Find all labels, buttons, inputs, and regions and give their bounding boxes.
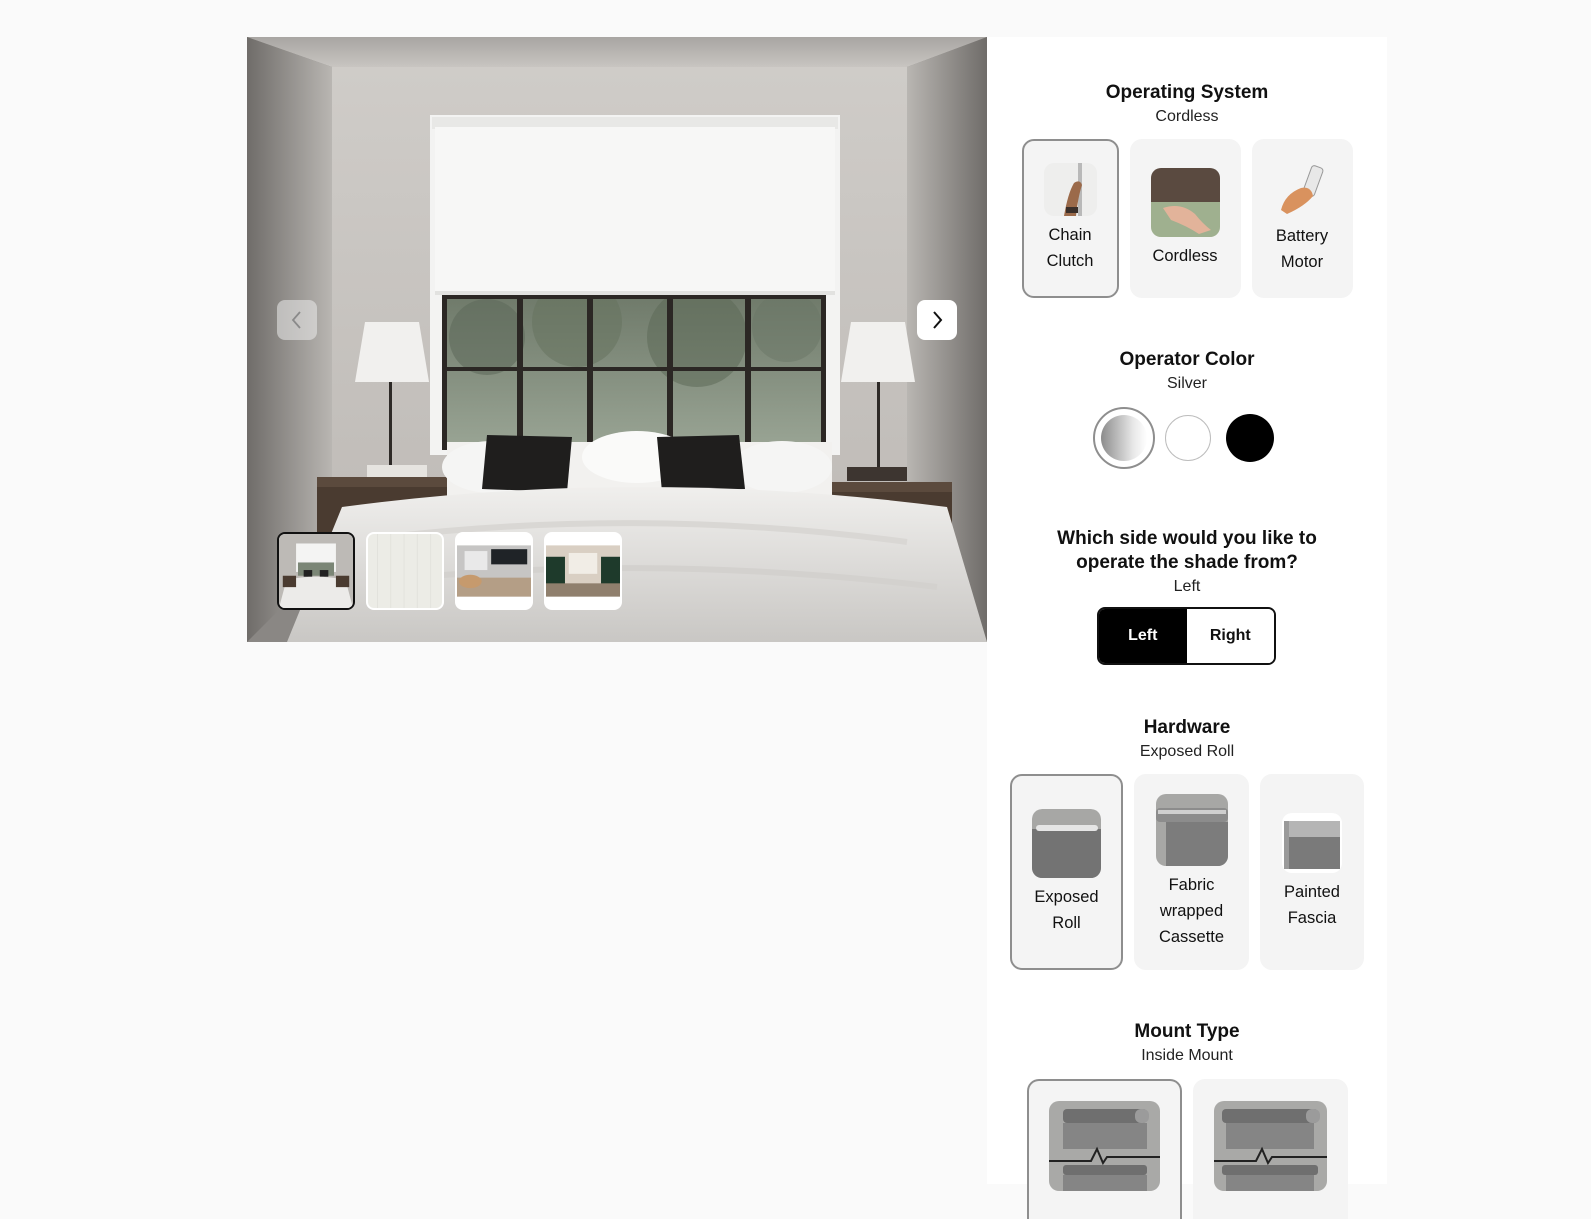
chevron-right-icon bbox=[929, 310, 945, 330]
option-fabric-wrapped-cassette[interactable] bbox=[1134, 774, 1249, 970]
operator-color-value: Silver bbox=[1166, 375, 1207, 392]
mount-type-header bbox=[987, 1020, 1387, 1067]
option-exposed-roll-line1: Exposed bbox=[1034, 887, 1099, 906]
option-battery-motor-line1: Battery bbox=[1275, 227, 1329, 245]
option-chain-clutch-line1: Chain bbox=[1048, 226, 1092, 244]
thumbnail-fabric[interactable] bbox=[366, 532, 444, 610]
option-painted-fascia[interactable] bbox=[1260, 774, 1364, 970]
operating-side-header bbox=[987, 527, 1387, 598]
option-chain-clutch[interactable] bbox=[1022, 139, 1119, 298]
operating-system-value: Cordless bbox=[1155, 108, 1219, 125]
option-painted-fascia-line2: Fascia bbox=[1287, 909, 1337, 927]
bedroom-thumbnail-image bbox=[279, 534, 353, 608]
option-outside-mount[interactable] bbox=[1193, 1079, 1348, 1219]
operator-color-swatches bbox=[987, 407, 1387, 469]
chevron-left-icon bbox=[289, 310, 305, 330]
previous-image-button[interactable] bbox=[277, 300, 317, 340]
inside-mount-icon bbox=[1049, 1101, 1160, 1191]
side-left-button[interactable]: Left bbox=[1099, 609, 1187, 663]
option-fabric-line2: wrapped bbox=[1159, 902, 1224, 920]
remote-control-icon bbox=[1275, 162, 1330, 217]
thumbnail-bedroom[interactable] bbox=[277, 532, 355, 610]
black-swatch-fill bbox=[1226, 414, 1274, 462]
green-room-thumbnail-image bbox=[546, 534, 620, 608]
mount-type-value: Inside Mount bbox=[1141, 1047, 1233, 1064]
living-room-thumbnail-image bbox=[457, 534, 531, 608]
option-fabric-line1: Fabric bbox=[1168, 876, 1215, 894]
swatch-silver[interactable] bbox=[1093, 407, 1155, 469]
operating-side-value: Left bbox=[1173, 578, 1201, 595]
operating-system-options bbox=[987, 139, 1387, 298]
thumbnail-strip bbox=[277, 532, 622, 610]
chain-clutch-icon bbox=[1044, 163, 1097, 216]
option-chain-clutch-line2: Clutch bbox=[1046, 252, 1094, 270]
operator-color-header bbox=[987, 348, 1387, 395]
operator-color-title: Operator Color bbox=[1119, 349, 1255, 370]
swatch-white[interactable] bbox=[1157, 407, 1219, 469]
mount-type-title: Mount Type bbox=[1134, 1021, 1240, 1042]
option-battery-motor[interactable] bbox=[1252, 139, 1353, 298]
option-painted-fascia-line1: Painted bbox=[1284, 883, 1340, 901]
product-gallery bbox=[247, 37, 987, 642]
painted-fascia-icon bbox=[1282, 813, 1342, 873]
hardware-header bbox=[987, 716, 1387, 763]
operating-system-header bbox=[987, 81, 1387, 128]
fabric-thumbnail-image bbox=[368, 534, 442, 608]
option-exposed-roll-line2: Roll bbox=[1052, 913, 1081, 932]
operating-system-title: Operating System bbox=[1105, 82, 1269, 103]
option-inside-mount[interactable] bbox=[1027, 1079, 1182, 1219]
option-fabric-line3: Cassette bbox=[1158, 928, 1225, 946]
option-cordless[interactable] bbox=[1130, 139, 1241, 298]
operating-side-title-line2: operate the shade from? bbox=[1076, 552, 1298, 573]
thumbnail-green-room[interactable] bbox=[544, 532, 622, 610]
silver-swatch-fill bbox=[1101, 415, 1147, 461]
hardware-value: Exposed Roll bbox=[1139, 743, 1235, 760]
thumbnail-living-room[interactable] bbox=[455, 532, 533, 610]
configuration-panel bbox=[987, 37, 1387, 1184]
swatch-black[interactable] bbox=[1219, 407, 1281, 469]
option-exposed-roll[interactable] bbox=[1010, 774, 1123, 970]
next-image-button[interactable] bbox=[917, 300, 957, 340]
fabric-cassette-icon bbox=[1156, 794, 1228, 866]
white-swatch-fill bbox=[1165, 415, 1211, 461]
hardware-options bbox=[987, 774, 1387, 970]
outside-mount-icon bbox=[1214, 1101, 1327, 1191]
operating-side-title-line1: Which side would you like to bbox=[1057, 528, 1317, 549]
hardware-title: Hardware bbox=[1143, 717, 1231, 738]
operating-side-toggle bbox=[1097, 607, 1276, 665]
option-cordless-line1: Cordless bbox=[1152, 247, 1218, 265]
exposed-roll-icon bbox=[1032, 809, 1101, 878]
side-right-button[interactable]: Right bbox=[1187, 609, 1275, 663]
option-battery-motor-line2: Motor bbox=[1280, 253, 1324, 271]
cordless-icon bbox=[1151, 168, 1220, 237]
mount-type-options bbox=[987, 1079, 1387, 1219]
